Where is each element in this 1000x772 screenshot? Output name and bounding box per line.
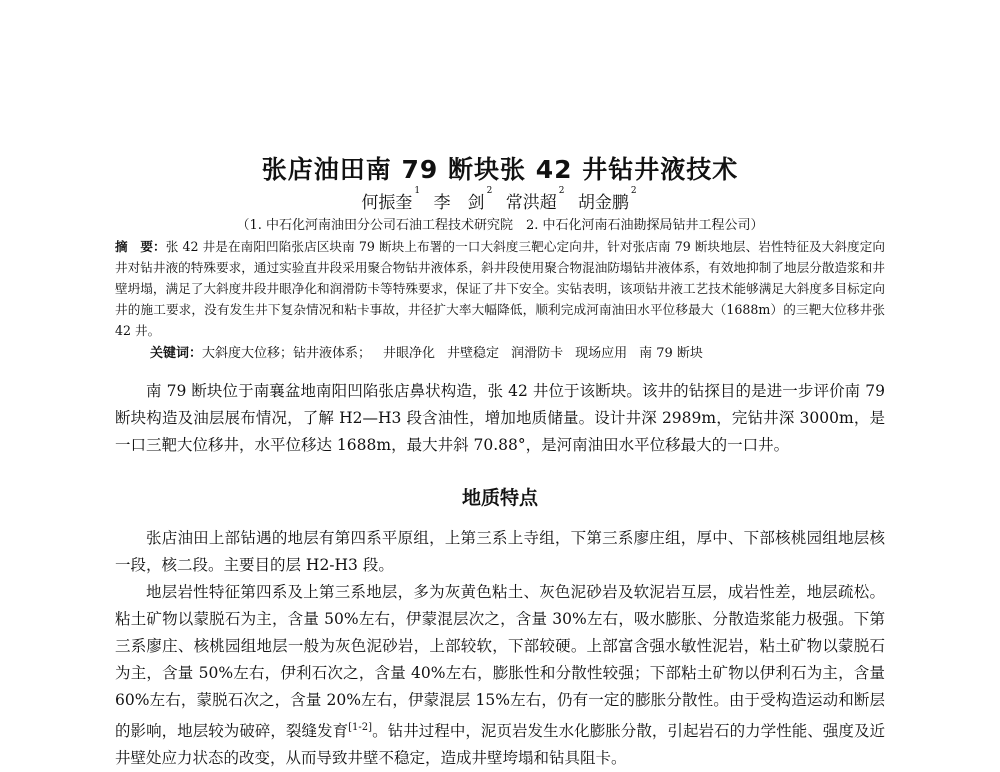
author-affiliation-mark: 2 <box>630 186 637 196</box>
author-affiliation-mark: 1 <box>414 186 421 196</box>
keyword: 井眼净化 <box>383 346 436 361</box>
keyword: 南 79 断块 <box>639 346 703 361</box>
author-name: 常洪超 <box>505 193 557 213</box>
keywords-label: 关键词： <box>150 346 203 361</box>
abstract-label: 摘 要： <box>115 239 166 254</box>
citation-mark: [1-2] <box>348 722 373 733</box>
paper-title: 张店油田南 79 断块张 42 井钻井液技术 <box>261 155 739 184</box>
section-heading: 地质特点 <box>461 487 538 509</box>
keyword: 现场应用 <box>575 346 628 361</box>
body-paragraph: 张店油田上部钻遇的地层有第四系平原组，上第三系上寺组，下第三系廖庄组，厚中、下部核桃园组地层核一段，核二段。主要目的层 H2-H3 段。 <box>115 529 885 574</box>
author-list <box>0 188 1000 213</box>
body-text: 。钻井过程中，泥页岩发生水化膨胀分散，引起岩石的力学性能、强度及近井壁处应力状态的改变，从而导致井壁不稳定，造成井壁垮塌和钻具阻卡。 <box>115 722 885 768</box>
keywords <box>150 342 890 361</box>
keyword: 大斜度大位移；钻井液体系； <box>202 346 372 361</box>
affiliations: （1. 中石化河南油田分公司石油工程技术研究院 2. 中石化河南石油勘探局钻井工程公司） <box>236 218 764 233</box>
abstract <box>115 236 885 341</box>
intro-paragraph: 南 79 断块位于南襄盆地南阳凹陷张店鼻状构造，张 42 井位于该断块。该井的钻探目的是进一步评价南 79 断块构造及油层展布情况，了解 H2—H3 段含油性，增加地质储量。设计井深 2989m，完钻井深 3000m，是一口三靶大位移井，水平位移达 1688m，最大井斜 70.88°，是河南油田水平位移最大的一口井。 <box>115 382 885 454</box>
author-name: 李 剑 <box>433 193 485 213</box>
body-paragraph <box>115 579 885 772</box>
author-name: 胡金鹏 <box>577 193 629 213</box>
author-name: 何振奎 <box>361 193 413 213</box>
author-affiliation-mark: 2 <box>558 186 565 196</box>
abstract-text: 张 42 井是在南阳凹陷张店区块南 79 断块上布署的一口大斜度三靶心定向井，针对张店南 79 断块地层、岩性特征及大斜度定向井对钻井液的特殊要求，通过实验直井段采用聚合物钻井液体系，斜井段使用聚合物混油防塌钻井液体系，有效地抑制了地层分散造浆和井壁坍塌，满足了大斜度井段井眼净化和润滑防卡等特殊要求，保证了井下安全。实钻表明，该项钻井液工艺技术能够满足大斜度多目标定向井的施工要求，没有发生井下复杂情况和粘卡事故，井径扩大率大幅降低，顺利完成河南油田水平位移最大（1688m）的三靶大位移井张 42 井。 <box>115 239 885 338</box>
keyword: 润滑防卡 <box>511 346 564 361</box>
keyword: 井壁稳定 <box>447 346 500 361</box>
body-text: 地层岩性特征第四系及上第三系地层，多为灰黄色粘土、灰色泥砂岩及软泥岩互层，成岩性差，地层疏松。粘土矿物以蒙脱石为主，含量 50%左右，伊蒙混层次之，含量 30%左右，吸水膨胀、分散造浆能力极强。下第三系廖庄、核桃园组地层一般为灰色泥砂岩，上部较软，下部较硬。上部富含强水敏性泥岩，粘土矿物以蒙脱石为主，含量 50%左右，伊利石次之，含量 40%左右，膨胀性和分散性较强；下部粘土矿物以伊利石为主，含量 60%左右，蒙脱石次之，含量 20%左右，伊蒙混层 15%左右，仍有一定的膨胀分散性。由于受构造运动和断层的影响，地层较为破碎，裂缝发育 <box>115 583 885 741</box>
author-affiliation-mark: 2 <box>486 186 493 196</box>
